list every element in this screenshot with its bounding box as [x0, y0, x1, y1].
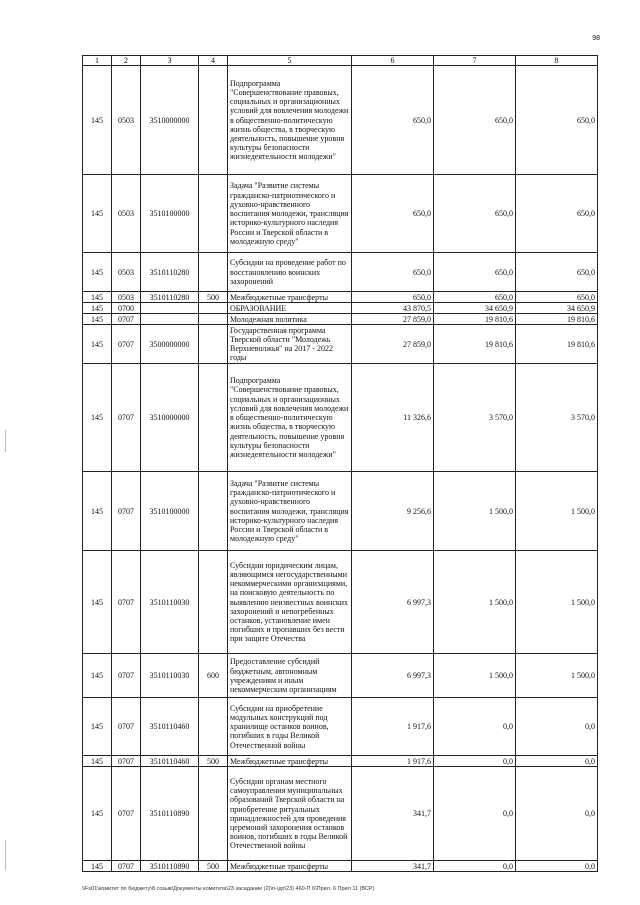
cell-amount-7: 1 500,0 — [434, 654, 516, 698]
column-header: 1 — [83, 56, 112, 66]
cell-code-3: 3510110890 — [141, 767, 199, 861]
cell-amount-6: 43 870,5 — [352, 303, 434, 314]
table-row — [83, 303, 598, 314]
cell-amount-8: 0,0 — [516, 756, 598, 767]
cell-code-4 — [199, 472, 228, 551]
cell-amount-8: 19 810,6 — [516, 325, 598, 364]
cell-amount-8: 650,0 — [516, 175, 598, 253]
cell-code-3: 3500000000 — [141, 325, 199, 364]
cell-amount-6: 650,0 — [352, 175, 434, 253]
cell-code-3: 3510110890 — [141, 861, 199, 872]
cell-amount-6: 9 256,6 — [352, 472, 434, 551]
cell-code-2: 0503 — [112, 66, 141, 175]
cell-description: Субсидии на проведение работ по восстановлению воинских захоронений — [228, 253, 352, 292]
cell-code-2: 0707 — [112, 698, 141, 756]
cell-code-3: 3510100000 — [141, 175, 199, 253]
cell-code-4: 600 — [199, 654, 228, 698]
cell-amount-7: 650,0 — [434, 253, 516, 292]
cell-code-1: 145 — [83, 364, 112, 472]
table-row — [83, 175, 598, 253]
column-header: 5 — [228, 56, 352, 66]
cell-code-4 — [199, 551, 228, 654]
cell-description: Межбюджетные трансферты — [228, 861, 352, 872]
cell-amount-8: 1 500,0 — [516, 654, 598, 698]
budget-table — [82, 55, 598, 872]
cell-amount-7: 3 570,0 — [434, 364, 516, 472]
cell-amount-8: 1 500,0 — [516, 472, 598, 551]
cell-code-4 — [199, 66, 228, 175]
cell-amount-7: 0,0 — [434, 756, 516, 767]
cell-code-3: 3510110460 — [141, 756, 199, 767]
cell-amount-7: 19 810,6 — [434, 314, 516, 325]
table-row — [83, 698, 598, 756]
table-row — [83, 66, 598, 175]
cell-code-4: 500 — [199, 292, 228, 303]
cell-description: Задача "Развитие системы гражданско-патриотического и духовно-нравственного воспитания молодежи, трансляция историко-культурного наследия России и Тверской области в молодежную среду" — [228, 472, 352, 551]
cell-code-4 — [199, 767, 228, 861]
cell-description: Предоставление субсидий бюджетным, автономным учреждениям и иным некоммерческим организациям — [228, 654, 352, 698]
cell-amount-7: 650,0 — [434, 292, 516, 303]
cell-amount-8: 3 570,0 — [516, 364, 598, 472]
table-row — [83, 325, 598, 364]
cell-amount-6: 11 326,6 — [352, 364, 434, 472]
cell-code-1: 145 — [83, 654, 112, 698]
cell-code-3: 3510110030 — [141, 654, 199, 698]
cell-code-1: 145 — [83, 314, 112, 325]
cell-amount-7: 650,0 — [434, 175, 516, 253]
cell-code-2: 0707 — [112, 325, 141, 364]
margin-mark — [5, 840, 6, 870]
column-header: 3 — [141, 56, 199, 66]
cell-description: Межбюджетные трансферты — [228, 756, 352, 767]
cell-amount-8: 0,0 — [516, 698, 598, 756]
cell-code-4 — [199, 253, 228, 292]
table-row — [83, 767, 598, 861]
cell-code-3 — [141, 314, 199, 325]
cell-code-1: 145 — [83, 253, 112, 292]
column-header: 7 — [434, 56, 516, 66]
cell-code-2: 0503 — [112, 292, 141, 303]
cell-amount-8: 0,0 — [516, 861, 598, 872]
cell-code-3 — [141, 303, 199, 314]
table-row — [83, 292, 598, 303]
cell-amount-6: 27 859,0 — [352, 314, 434, 325]
column-header: 8 — [516, 56, 598, 66]
cell-code-4 — [199, 303, 228, 314]
cell-code-4 — [199, 698, 228, 756]
cell-code-2: 0503 — [112, 253, 141, 292]
cell-amount-7: 0,0 — [434, 698, 516, 756]
cell-amount-6: 6 997,3 — [352, 551, 434, 654]
cell-description: Молодежная политика — [228, 314, 352, 325]
table-row — [83, 314, 598, 325]
cell-code-1: 145 — [83, 756, 112, 767]
cell-code-3: 3510110280 — [141, 292, 199, 303]
cell-code-4 — [199, 175, 228, 253]
cell-amount-7: 1 500,0 — [434, 472, 516, 551]
cell-amount-7: 34 650,9 — [434, 303, 516, 314]
cell-description: Задача "Развитие системы гражданско-патриотического и духовно-нравственного воспитания молодежи, трансляция историко-культурного наследия России и Тверской области в молодежную среду" — [228, 175, 352, 253]
cell-amount-6: 341,7 — [352, 861, 434, 872]
column-header: 2 — [112, 56, 141, 66]
cell-code-1: 145 — [83, 303, 112, 314]
cell-description: Субсидии на приобретение модульных конструкций под хранилище останков воинов, погибших в годы Великой Отечественной войны — [228, 698, 352, 756]
cell-amount-8: 650,0 — [516, 253, 598, 292]
cell-code-3: 3510110460 — [141, 698, 199, 756]
table-row — [83, 253, 598, 292]
footer-file-path: \\Fs01\комитет по бюджету\8 созыв\Документы комитета\23 заседание (2)\п-\дп\23) 460-П 6\Прил. 6 Прил 11 (ВСР) — [82, 886, 375, 892]
cell-code-1: 145 — [83, 175, 112, 253]
cell-amount-6: 27 859,0 — [352, 325, 434, 364]
cell-code-3: 3510100000 — [141, 472, 199, 551]
cell-code-3: 3510000000 — [141, 66, 199, 175]
cell-code-2: 0707 — [112, 472, 141, 551]
table-row — [83, 861, 598, 872]
cell-code-4 — [199, 325, 228, 364]
cell-code-1: 145 — [83, 325, 112, 364]
cell-description: Подпрограмма "Совершенствование правовых, социальных и организационных условий для вовлечения молодежи в общественно-политическую жизнь общества, в творческую деятельность, повышение уровня культуры безопасности жизнедеятельности молодежи" — [228, 66, 352, 175]
cell-code-4 — [199, 364, 228, 472]
cell-description: ОБРАЗОВАНИЕ — [228, 303, 352, 314]
table-row — [83, 364, 598, 472]
cell-amount-8: 1 500,0 — [516, 551, 598, 654]
cell-amount-6: 1 917,6 — [352, 756, 434, 767]
cell-code-1: 145 — [83, 292, 112, 303]
cell-description: Межбюджетные трансферты — [228, 292, 352, 303]
cell-code-2: 0700 — [112, 303, 141, 314]
column-header: 4 — [199, 56, 228, 66]
cell-code-2: 0707 — [112, 767, 141, 861]
cell-amount-6: 650,0 — [352, 253, 434, 292]
cell-code-2: 0707 — [112, 654, 141, 698]
cell-code-4 — [199, 314, 228, 325]
table-row — [83, 756, 598, 767]
header-row — [83, 56, 598, 66]
cell-code-2: 0503 — [112, 175, 141, 253]
page-number: 98 — [592, 35, 600, 42]
cell-code-1: 145 — [83, 551, 112, 654]
cell-amount-6: 650,0 — [352, 292, 434, 303]
cell-amount-7: 1 500,0 — [434, 551, 516, 654]
cell-code-4: 500 — [199, 756, 228, 767]
cell-amount-8: 19 810,6 — [516, 314, 598, 325]
cell-code-1: 145 — [83, 861, 112, 872]
cell-amount-6: 650,0 — [352, 66, 434, 175]
cell-code-3: 3510110280 — [141, 253, 199, 292]
cell-code-1: 145 — [83, 66, 112, 175]
cell-code-1: 145 — [83, 767, 112, 861]
cell-amount-8: 0,0 — [516, 767, 598, 861]
table-row — [83, 654, 598, 698]
table-row — [83, 551, 598, 654]
cell-code-3: 3510110030 — [141, 551, 199, 654]
cell-amount-7: 650,0 — [434, 66, 516, 175]
cell-code-4: 500 — [199, 861, 228, 872]
cell-description: Субсидии органам местного самоуправления муниципальных образований Тверской области на приобретение ритуальных принадлежностей для проведения церемоний захоронения останков воинов, погибших в годы Великой Отечественной войны — [228, 767, 352, 861]
cell-description: Государственная программа Тверской области "Молодежь Верхневолжья" на 2017 - 2022 годы — [228, 325, 352, 364]
cell-amount-6: 1 917,6 — [352, 698, 434, 756]
cell-amount-6: 6 997,3 — [352, 654, 434, 698]
cell-code-1: 145 — [83, 698, 112, 756]
cell-code-2: 0707 — [112, 364, 141, 472]
cell-code-2: 0707 — [112, 756, 141, 767]
cell-amount-8: 34 650,9 — [516, 303, 598, 314]
margin-mark — [5, 430, 6, 452]
cell-code-2: 0707 — [112, 314, 141, 325]
cell-code-3: 3510000000 — [141, 364, 199, 472]
cell-code-2: 0707 — [112, 551, 141, 654]
cell-description: Субсидии юридическим лицам, являющимся негосударственными некоммерческими организациями, на поисковую деятельность по выявлению неизвестных воинских захоронений и непогребенных останков, установление имен погибших и пропавших без вести при защите Отечества — [228, 551, 352, 654]
cell-amount-7: 0,0 — [434, 861, 516, 872]
cell-description: Подпрограмма "Совершенствование правовых, социальных и организационных условий для вовлечения молодежи в общественно-политическую жизнь общества, в творческую деятельность, повышение уровня культуры безопасности жизнедеятельности молодежи" — [228, 364, 352, 472]
cell-amount-7: 19 810,6 — [434, 325, 516, 364]
table-row — [83, 472, 598, 551]
cell-amount-8: 650,0 — [516, 292, 598, 303]
cell-code-1: 145 — [83, 472, 112, 551]
cell-amount-8: 650,0 — [516, 66, 598, 175]
cell-code-2: 0707 — [112, 861, 141, 872]
column-header: 6 — [352, 56, 434, 66]
cell-amount-7: 0,0 — [434, 767, 516, 861]
cell-amount-6: 341,7 — [352, 767, 434, 861]
